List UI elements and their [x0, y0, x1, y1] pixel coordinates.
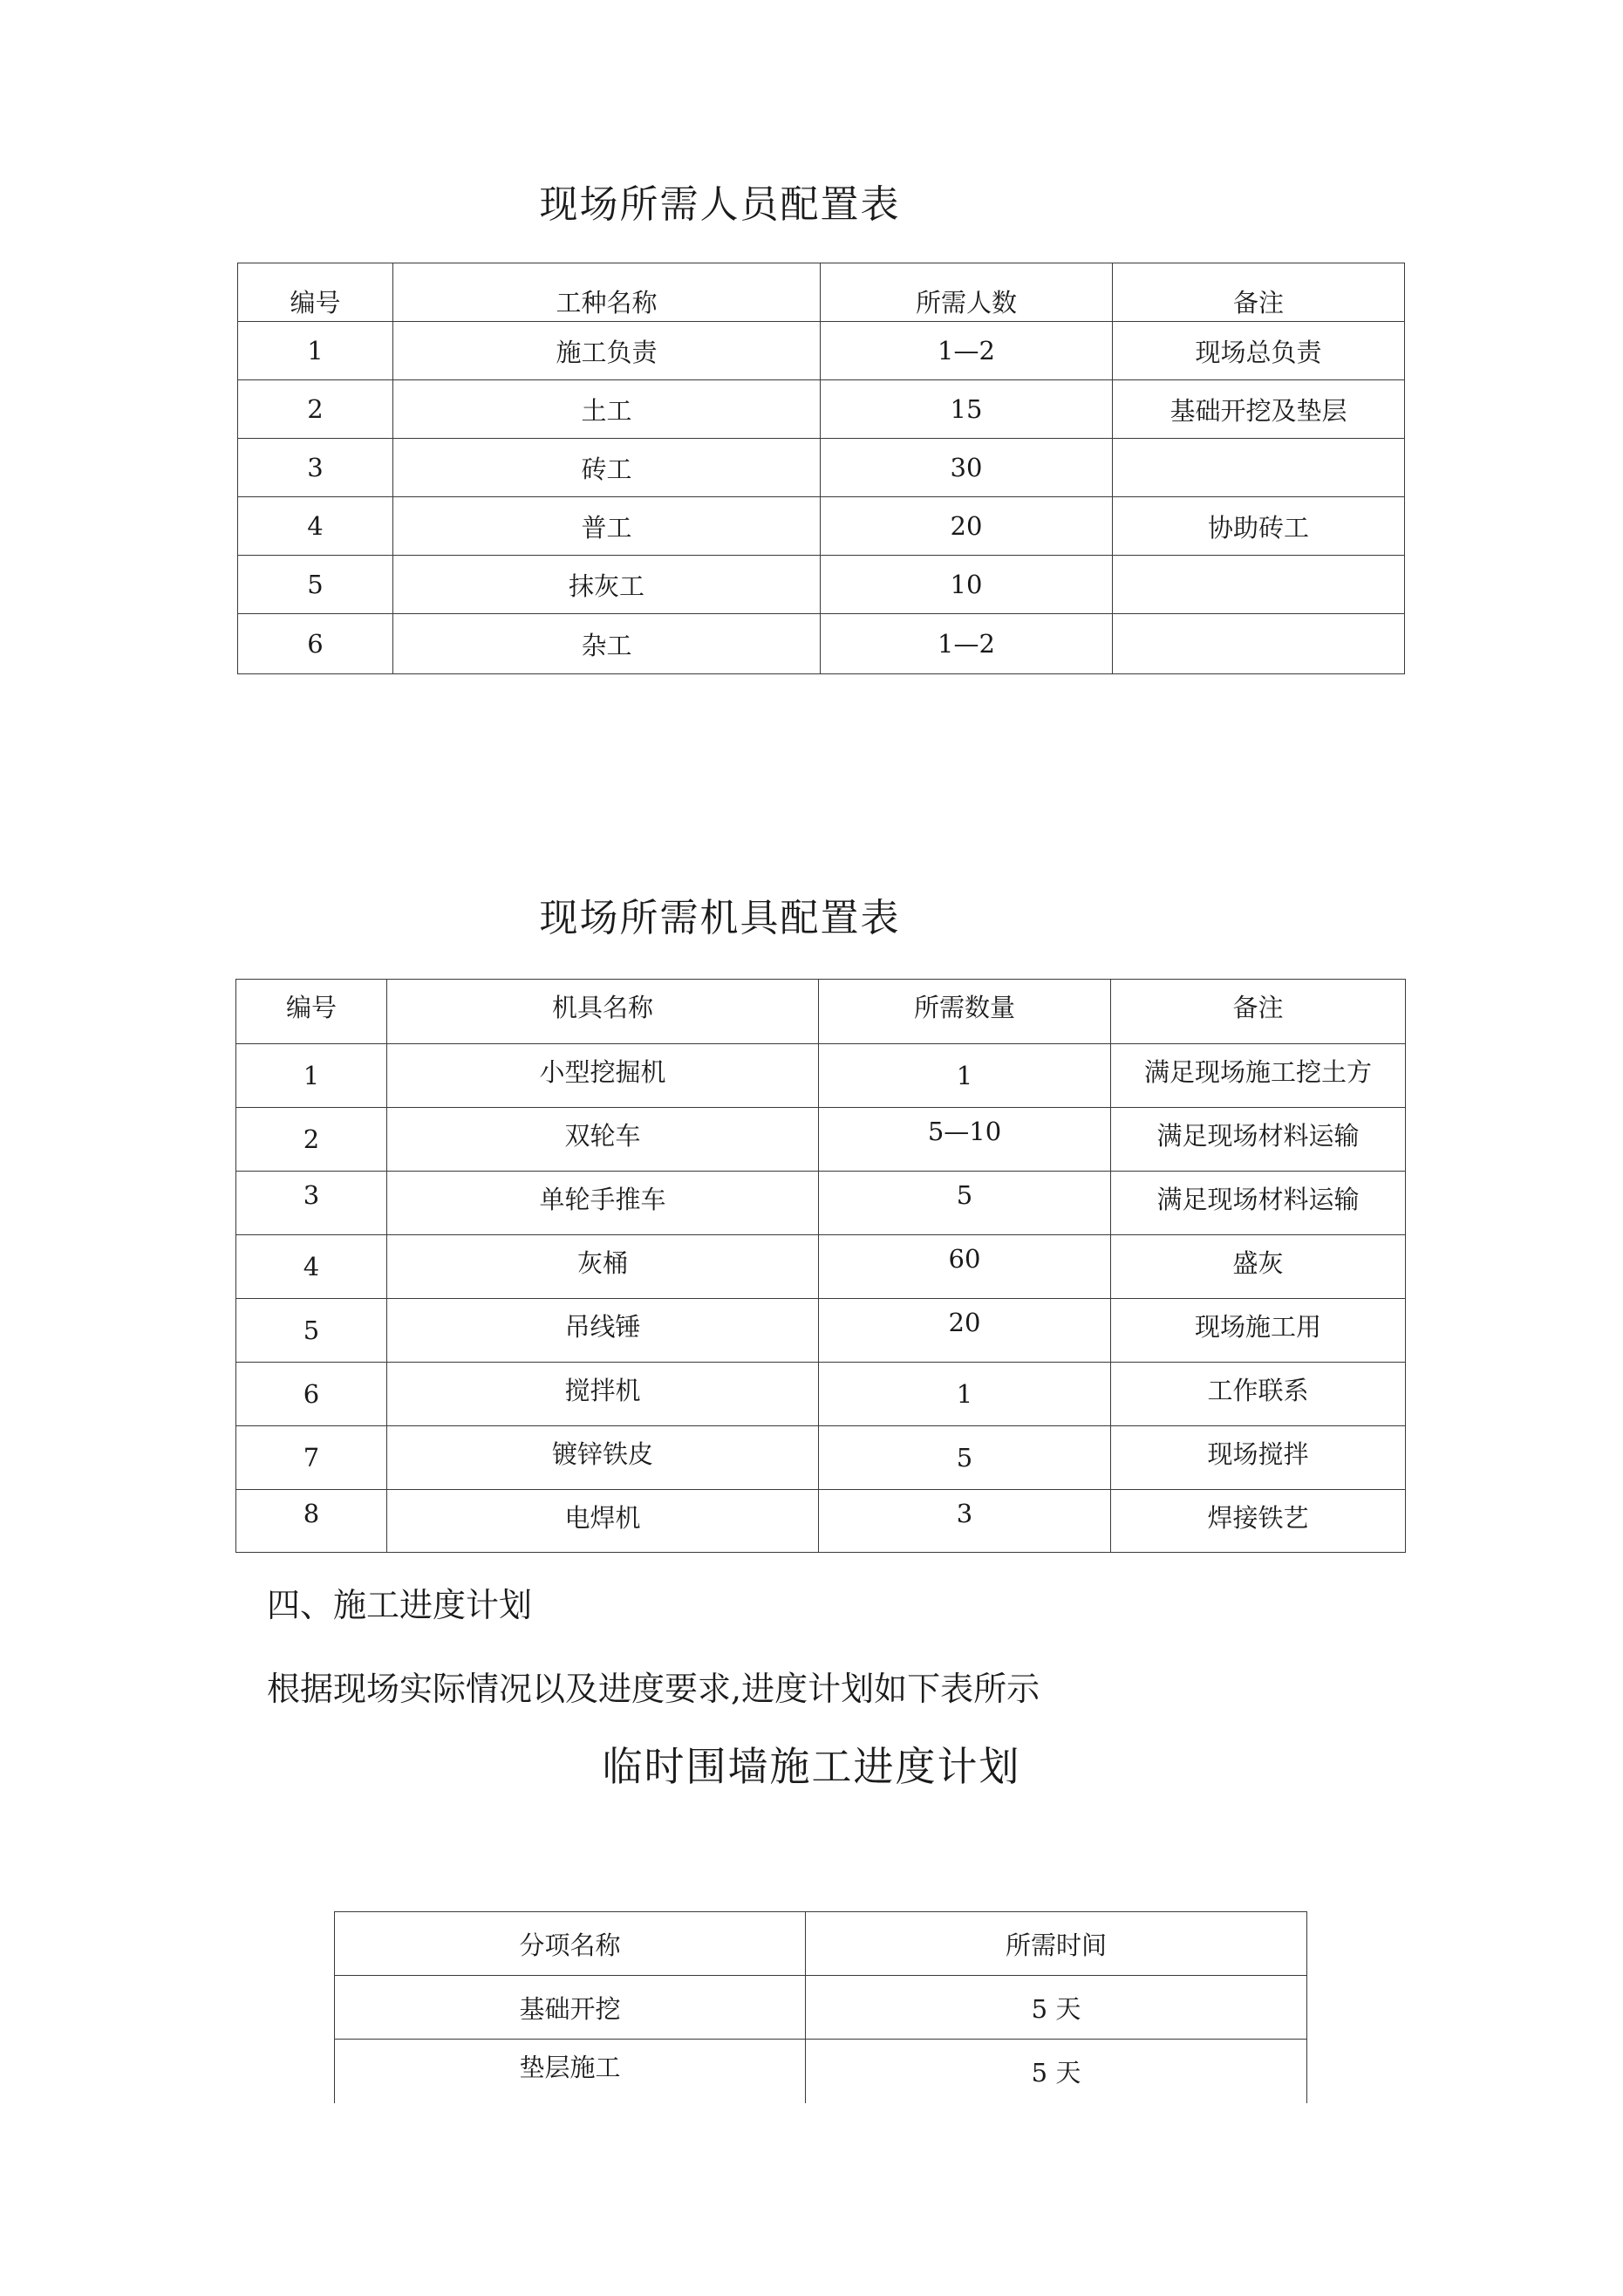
- machinery-table-title: 现场所需机具配置表: [539, 896, 901, 940]
- table-cell: 土工: [393, 380, 821, 439]
- table-cell: 砖工: [393, 439, 821, 497]
- table-cell: 满足现场材料运输: [1111, 1172, 1406, 1235]
- personnel-header-cell: 工种名称: [393, 263, 821, 322]
- table-cell: 6: [238, 614, 393, 674]
- table-cell: 协助砖工: [1113, 497, 1405, 556]
- personnel-header-cell: 所需人数: [821, 263, 1113, 322]
- table-row: [238, 322, 1405, 380]
- table-cell: 3: [236, 1172, 387, 1235]
- table-cell: 小型挖掘机: [387, 1044, 819, 1108]
- table-cell: 2: [236, 1108, 387, 1172]
- table-cell: 满足现场施工挖土方: [1111, 1044, 1406, 1108]
- machinery-table: [235, 979, 1406, 1553]
- table-cell: 5: [819, 1426, 1111, 1490]
- table-cell: 3: [819, 1490, 1111, 1553]
- table-cell: 60: [819, 1235, 1111, 1299]
- table-cell: 6: [236, 1363, 387, 1426]
- section-intro: 根据现场实际情况以及进度要求,进度计划如下表所示: [267, 1670, 1040, 1708]
- table-cell: 基础开挖及垫层: [1113, 380, 1405, 439]
- table-cell: 20: [821, 497, 1113, 556]
- table-cell: 7: [236, 1426, 387, 1490]
- table-cell: 1: [819, 1044, 1111, 1108]
- table-cell: [1113, 556, 1405, 614]
- schedule-header-cell: 所需时间: [806, 1912, 1307, 1976]
- table-row: [236, 1235, 1406, 1299]
- table-cell: 3: [238, 439, 393, 497]
- table-cell: 电焊机: [387, 1490, 819, 1553]
- table-cell: [1113, 614, 1405, 674]
- table-cell: 搅拌机: [387, 1363, 819, 1426]
- table-cell: 4: [238, 497, 393, 556]
- schedule-header-cell: 分项名称: [335, 1912, 806, 1976]
- schedule-table: [334, 1911, 1307, 2103]
- table-cell: 1—2: [821, 614, 1113, 674]
- table-cell: 垫层施工: [335, 2040, 806, 2103]
- personnel-header-cell: 编号: [238, 263, 393, 322]
- table-cell: 现场总负责: [1113, 322, 1405, 380]
- table-cell: 吊线锤: [387, 1299, 819, 1363]
- table-row: [236, 1299, 1406, 1363]
- table-cell: 15: [821, 380, 1113, 439]
- schedule-header-row: [335, 1912, 1307, 1976]
- table-cell: 盛灰: [1111, 1235, 1406, 1299]
- table-row: [238, 439, 1405, 497]
- machinery-header-cell: 机具名称: [387, 980, 819, 1044]
- table-row: [236, 1363, 1406, 1426]
- table-cell: 抹灰工: [393, 556, 821, 614]
- personnel-table-title: 现场所需人员配置表: [539, 182, 901, 227]
- section-heading: 四、施工进度计划: [267, 1586, 533, 1624]
- table-cell: 镀锌铁皮: [387, 1426, 819, 1490]
- schedule-table-title: 临时围墙施工进度计划: [602, 1743, 1021, 1790]
- table-cell: 现场施工用: [1111, 1299, 1406, 1363]
- table-cell: 单轮手推车: [387, 1172, 819, 1235]
- table-cell: 满足现场材料运输: [1111, 1108, 1406, 1172]
- table-cell: 普工: [393, 497, 821, 556]
- table-cell: 5 天: [806, 1976, 1307, 2040]
- table-cell: 10: [821, 556, 1113, 614]
- table-cell: 焊接铁艺: [1111, 1490, 1406, 1553]
- table-cell: 5: [238, 556, 393, 614]
- table-cell: 5 天: [806, 2040, 1307, 2103]
- machinery-header-row: [236, 980, 1406, 1044]
- personnel-table: [237, 263, 1405, 674]
- table-cell: 1: [819, 1363, 1111, 1426]
- table-cell: 基础开挖: [335, 1976, 806, 2040]
- table-cell: 1: [236, 1044, 387, 1108]
- table-cell: 1: [238, 322, 393, 380]
- table-cell: 1—2: [821, 322, 1113, 380]
- table-row: [238, 556, 1405, 614]
- table-row: [236, 1108, 1406, 1172]
- table-cell: 双轮车: [387, 1108, 819, 1172]
- personnel-header-cell: 备注: [1113, 263, 1405, 322]
- table-row: [238, 614, 1405, 674]
- machinery-header-cell: 备注: [1111, 980, 1406, 1044]
- personnel-header-row: [238, 263, 1405, 322]
- machinery-header-cell: 编号: [236, 980, 387, 1044]
- table-cell: 30: [821, 439, 1113, 497]
- table-cell: 4: [236, 1235, 387, 1299]
- machinery-header-cell: 所需数量: [819, 980, 1111, 1044]
- table-cell: 5—10: [819, 1108, 1111, 1172]
- table-cell: 20: [819, 1299, 1111, 1363]
- table-cell: 5: [236, 1299, 387, 1363]
- table-row: [335, 2040, 1307, 2103]
- table-cell: [1113, 439, 1405, 497]
- table-cell: 现场搅拌: [1111, 1426, 1406, 1490]
- table-cell: 8: [236, 1490, 387, 1553]
- table-cell: 杂工: [393, 614, 821, 674]
- table-row: [236, 1172, 1406, 1235]
- table-row: [236, 1426, 1406, 1490]
- table-row: [238, 497, 1405, 556]
- table-row: [236, 1044, 1406, 1108]
- table-row: [335, 1976, 1307, 2040]
- table-cell: 灰桶: [387, 1235, 819, 1299]
- table-cell: 施工负责: [393, 322, 821, 380]
- table-row: [236, 1490, 1406, 1553]
- table-cell: 5: [819, 1172, 1111, 1235]
- table-row: [238, 380, 1405, 439]
- table-cell: 工作联系: [1111, 1363, 1406, 1426]
- table-cell: 2: [238, 380, 393, 439]
